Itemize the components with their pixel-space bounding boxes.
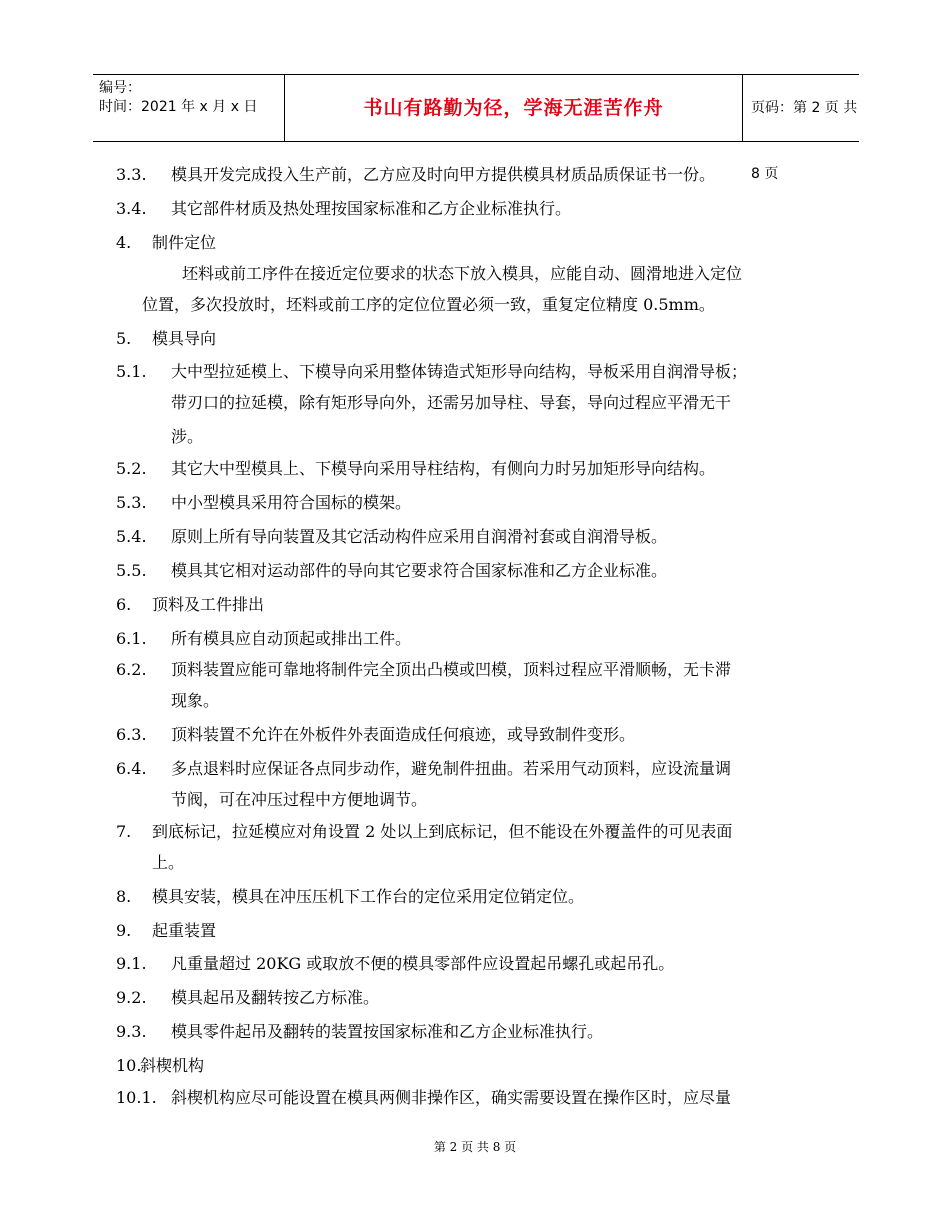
section-number: 5.2. (116, 459, 147, 478)
paragraph-text: 顶料装置不允许在外板件外表面造成任何痕迹，或导致制件变形。 (171, 725, 636, 744)
section-number: 10.1. (116, 1088, 157, 1107)
paragraph-text: 上。 (152, 853, 185, 872)
section-number: 5. (116, 329, 132, 348)
section-number: 5.5. (116, 561, 147, 580)
section-number: 6.4. (116, 759, 147, 778)
paragraph-text: 凡重量超过 20KG 或取放不便的模具零部件应设置起吊螺孔或起吊孔。 (171, 954, 675, 973)
paragraph-text: 模具起吊及翻转按乙方标准。 (171, 988, 380, 1007)
section-number: 6.3. (116, 725, 147, 744)
section-number: 5.3. (116, 493, 147, 512)
section-number: 3.4. (116, 199, 147, 218)
doc-number-label: 编号： (99, 80, 141, 96)
paragraph-text: 其它部件材质及热处理按国家标准和乙方企业标准执行。 (171, 199, 572, 218)
paragraph-text: 顶料及工件排出 (152, 595, 265, 614)
paragraph-text: 模具其它相对运动部件的导向其它要求符合国家标准和乙方企业标准。 (171, 561, 668, 580)
paragraph-text: 起重装置 (152, 921, 217, 940)
paragraph-text: 现象。 (171, 691, 220, 710)
paragraph-text: 多点退料时应保证各点同步动作，避免制件扭曲。若采用气动顶料，应设流量调 (171, 759, 732, 778)
paragraph-text: 带刃口的拉延模，除有矩形导向外，还需另加导柱、导套，导向过程应平滑无干 (171, 393, 732, 412)
time-label: 时间：2021 年 x 月 x 日 (99, 99, 258, 115)
paragraph-text: 顶料装置应能可靠地将制件完全顶出凸模或凹模，顶料过程应平滑顺畅，无卡滞 (171, 660, 732, 679)
paragraph-text: 大中型拉延模上、下模导向采用整体铸造式矩形导向结构，导板采用自润滑导板； (171, 362, 748, 381)
header-page-info: 页码：第 2 页 共 8 页 (751, 100, 858, 182)
paragraph-text: 所有模具应自动顶起或排出工件。 (171, 629, 412, 648)
section-number: 5.1. (116, 362, 147, 381)
section-number: 10. (116, 1056, 142, 1075)
paragraph-text: 斜楔机构 (140, 1056, 205, 1075)
section-number: 3.3. (116, 165, 147, 184)
paragraph-text: 模具导向 (152, 329, 217, 348)
paragraph-text: 原则上所有导向装置及其它活动构件应采用自润滑衬套或自润滑导板。 (171, 527, 668, 546)
section-number: 6.1. (116, 629, 147, 648)
paragraph-text: 位置，多次投放时，坯料或前工序的定位位置必须一致，重复定位精度 0.5mm。 (142, 295, 715, 314)
paragraph-text: 制件定位 (152, 233, 217, 252)
section-number: 6.2. (116, 660, 147, 679)
paragraph-text: 其它大中型模具上、下模导向采用导柱结构，有侧向力时另加矩形导向结构。 (171, 459, 716, 478)
section-number: 7. (116, 822, 132, 841)
header-meta (93, 75, 285, 141)
page-footer: 第 2 页 共 8 页 (433, 1140, 517, 1154)
section-number: 8. (116, 887, 132, 906)
paragraph-text: 节阀，可在冲压过程中方便地调节。 (171, 790, 428, 809)
header-motto: 书山有路勤为径，学海无涯苦作舟 (285, 75, 743, 141)
section-number: 9.1. (116, 954, 147, 973)
section-number: 9.2. (116, 988, 147, 1007)
paragraph-text: 坯料或前工序件在接近定位要求的状态下放入模具，应能自动、圆滑地进入定位 (182, 264, 743, 283)
section-number: 9. (116, 921, 132, 940)
paragraph-text: 到底标记，拉延模应对角设置 2 处以上到底标记，但不能设在外覆盖件的可见表面 (152, 822, 733, 841)
section-number: 9.3. (116, 1022, 147, 1041)
section-number: 6. (116, 595, 132, 614)
section-number: 4. (116, 233, 132, 252)
paragraph-text: 涉。 (171, 427, 204, 446)
paragraph-text: 模具安装，模具在冲压压机下工作台的定位采用定位销定位。 (152, 887, 585, 906)
paragraph-text: 模具开发完成投入生产前，乙方应及时向甲方提供模具材质品质保证书一份。 (171, 165, 716, 184)
section-number: 5.4. (116, 527, 147, 546)
paragraph-text: 斜楔机构应尽可能设置在模具两侧非操作区，确实需要设置在操作区时，应尽量 (171, 1088, 732, 1107)
paragraph-text: 中小型模具采用符合国标的模架。 (171, 493, 412, 512)
paragraph-text: 模具零件起吊及翻转的装置按国家标准和乙方企业标准执行。 (171, 1022, 604, 1041)
